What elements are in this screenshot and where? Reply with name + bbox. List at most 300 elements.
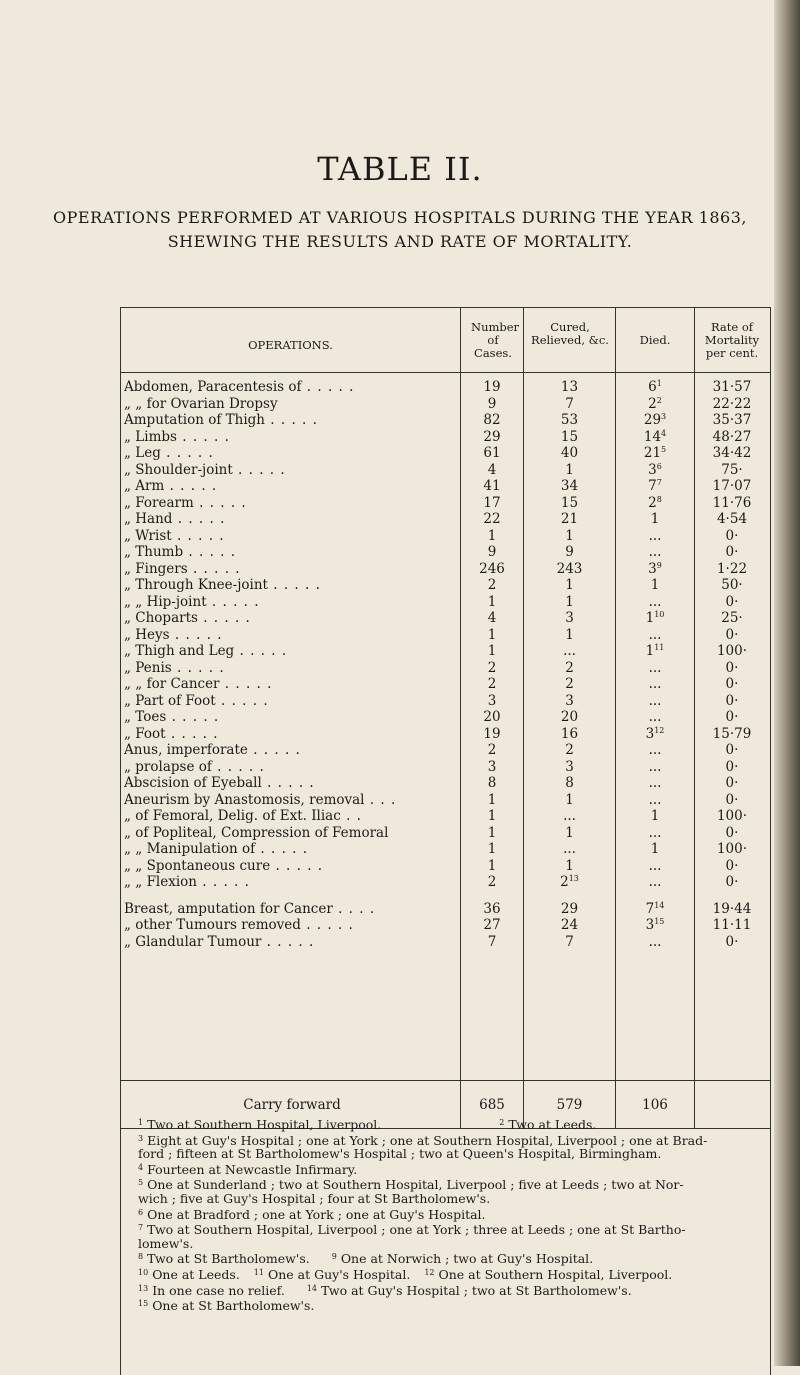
died: ... [648, 709, 662, 725]
cured-relieved: 243 [556, 560, 583, 577]
cured-relieved: 2 [565, 659, 574, 676]
mortality-rate: 4·54 [716, 511, 748, 527]
table-row [121, 775, 770, 791]
dot-leader: . . . . . [211, 758, 265, 775]
footnote-ref: 15 [654, 917, 665, 926]
footnote-number: 15 [138, 1299, 149, 1309]
cured-relieved: 1 [565, 461, 574, 478]
cured-relieved: 15 [560, 428, 579, 445]
dot-leader: . . . . . [193, 494, 247, 511]
footnote-ref: 1 [656, 379, 662, 388]
cured-relieved: 8 [565, 775, 574, 791]
operation-name: Amputation of Thigh . . . . . [124, 412, 318, 428]
footnote-number: 3 [138, 1133, 144, 1143]
number-of-cases: 22 [483, 511, 501, 527]
footnote: $^7$ Two at Southern Hospital, Liverpool ; one at York ; three at Leeds ; one at St Bartho- [138, 1222, 686, 1238]
operation-name: „ Thumb . . . . . [124, 544, 237, 560]
mortality-rate: 0· [725, 709, 739, 725]
mortality-rate: 15·79 [712, 725, 752, 742]
dot-leader: . . . . . [166, 709, 220, 725]
footnote: $^3$ Eight at Guy's Hospital ; one at York ; one at Southern Hospital, Liverpool ; one at Brad- [138, 1132, 708, 1148]
footnote-line [138, 1206, 758, 1222]
footnote-line [138, 1192, 758, 1206]
dot-leader: . . . . . [187, 560, 241, 577]
table-row [121, 934, 770, 950]
mortality-rate: 22·22 [712, 395, 752, 412]
footnote-line [138, 1282, 758, 1298]
operation-name: „ Limbs . . . . . [124, 428, 230, 445]
died: ... [648, 824, 662, 841]
dot-leader: . . . . . [171, 659, 225, 676]
footnote-ref: 3 [661, 412, 667, 421]
mortality-rate: 0· [725, 527, 739, 544]
table-subtitle-line-2: SHEWING THE RESULTS AND RATE OF MORTALITY. [167, 232, 633, 251]
footnote-number: 9 [331, 1252, 337, 1262]
dot-leader: . . . . . [171, 527, 225, 544]
carry-forward-cured: 579 [556, 1097, 583, 1113]
cured-relieved: 2 [565, 676, 574, 692]
carry-forward-cases: 685 [479, 1097, 505, 1113]
footnote-number: 10 [138, 1267, 149, 1277]
operation-name: „ Choparts . . . . . [124, 610, 251, 626]
cured-relieved: 34 [560, 478, 579, 494]
operation-name: Aneurism by Anastomosis, removal . . . [124, 791, 397, 808]
died: ... [648, 626, 662, 643]
mortality-rate: 17·07 [712, 478, 752, 494]
died: ... [648, 742, 662, 758]
died: $3^{12}$ [645, 725, 665, 742]
dot-leader: . . . . . [197, 874, 250, 890]
dot-leader: . . . . . [197, 610, 251, 626]
number-of-cases: 8 [487, 775, 497, 791]
cured-relieved: 7 [565, 395, 574, 412]
table-row [121, 874, 770, 890]
operation-name: „ „ for Ovarian Dropsy [124, 395, 278, 412]
mortality-rate: 0· [725, 791, 739, 808]
mortality-rate: 1·22 [716, 560, 748, 577]
footnote-ref: 12 [654, 725, 665, 735]
cured-relieved: 3 [565, 692, 574, 709]
cured-relieved: 1 [565, 593, 574, 610]
number-of-cases: 2 [487, 874, 497, 890]
operation-name: „ Part of Foot . . . . . [124, 692, 269, 709]
dot-leader: . . . . . [183, 544, 237, 560]
footnote-line [138, 1161, 758, 1177]
mortality-rate: 19·44 [712, 900, 752, 917]
died: $7^{14}$ [645, 900, 665, 917]
operation-name: „ Thigh and Leg . . . . . [124, 643, 288, 659]
dot-leader: . . . . . [261, 933, 315, 950]
footnote: $^6$ One at Bradford ; one at York ; one at Guy's Hospital. [138, 1206, 486, 1222]
dot-leader: . . . . . [300, 917, 354, 933]
cured-relieved: $2^{13}$ [560, 874, 579, 890]
number-of-cases: 2 [487, 577, 497, 593]
table-row [121, 917, 770, 933]
carry-forward-label: Carry forward [243, 1097, 341, 1113]
died: $1^{10}$ [645, 610, 665, 626]
cured-relieved: 3 [565, 758, 574, 775]
mortality-rate: 0· [725, 758, 739, 775]
operation-name: „ Glandular Tumour . . . . . [124, 933, 315, 950]
operation-name: „ Fingers . . . . . [124, 560, 241, 577]
operation-name: „ „ Spontaneous cure . . . . . [124, 857, 324, 874]
mortality-rate: 0· [725, 692, 739, 709]
table-row [121, 825, 770, 841]
operation-name: „ Penis . . . . . [124, 659, 225, 676]
footnote: $^{13}$ In one case no relief. [138, 1282, 285, 1298]
mortality-rate: 100· [716, 643, 748, 659]
operation-name: „ prolapse of . . . . . [124, 758, 265, 775]
dot-leader: . . . . . [234, 643, 288, 659]
died: $3^{15}$ [645, 917, 665, 933]
died: ... [648, 544, 662, 560]
dot-leader: . . . . . [219, 676, 273, 692]
dot-leader: . . . . . [270, 857, 324, 874]
number-of-cases: 29 [483, 428, 501, 445]
number-of-cases: 7 [487, 933, 497, 950]
died: ... [648, 791, 662, 808]
number-of-cases: 2 [487, 742, 497, 758]
mortality-rate: 100· [716, 841, 748, 857]
header-cured-relieved: Cured, Relieved, &c. [531, 320, 609, 347]
operation-name: „ „ Manipulation of . . . . . [124, 841, 309, 857]
footnote: $^8$ Two at St Bartholomew's. [138, 1251, 310, 1267]
footnote-line [138, 1116, 758, 1132]
table-row [121, 396, 770, 412]
number-of-cases: 1 [487, 841, 497, 857]
footnote-number: 14 [306, 1283, 317, 1293]
operation-name: „ „ Hip-joint . . . . . [124, 593, 260, 610]
number-of-cases: 1 [487, 626, 497, 643]
footnote-number: 13 [138, 1283, 149, 1293]
table-subtitle-line-1: OPERATIONS PERFORMED AT VARIOUS HOSPITALS DURING THE YEAR 1863, [53, 208, 747, 227]
footnote-number: 7 [138, 1223, 144, 1233]
died: $21^5$ [643, 445, 667, 461]
footnote-ref: 11 [654, 643, 665, 652]
table-row [121, 445, 770, 461]
number-of-cases: 41 [483, 478, 501, 494]
table-row [121, 709, 770, 725]
mortality-rate: 35·37 [712, 412, 752, 428]
cured-relieved: 9 [565, 544, 574, 560]
footnote-line [138, 1132, 758, 1148]
number-of-cases: 1 [487, 824, 497, 841]
table-row [121, 462, 770, 478]
mortality-rate: 34·42 [712, 445, 752, 461]
table-row [121, 511, 770, 527]
died: ... [648, 933, 662, 950]
header-rate-of-mortality: Rate of Mortality per cent. [704, 320, 760, 360]
cured-relieved: 15 [560, 494, 579, 511]
operation-name: „ of Popliteal, Compression of Femoral [124, 824, 389, 841]
number-of-cases: 1 [487, 593, 497, 610]
died: $3^9$ [648, 560, 662, 577]
table-row [121, 379, 770, 395]
footnote-ref: 8 [656, 494, 662, 504]
cured-relieved: 29 [560, 900, 579, 917]
operation-name: „ of Femoral, Delig. of Ext. Iliac . . [124, 808, 362, 824]
operation-name: Anus, imperforate . . . . . [124, 742, 301, 758]
died: $3^6$ [648, 461, 662, 478]
footnote-line [138, 1176, 758, 1192]
died: ... [648, 593, 662, 610]
number-of-cases: 17 [483, 494, 501, 511]
table-row [121, 528, 770, 544]
number-of-cases: 82 [483, 412, 501, 428]
table-row [121, 495, 770, 511]
mortality-rate: 11·76 [712, 494, 752, 511]
number-of-cases: 2 [487, 659, 497, 676]
operation-name: „ Heys . . . . . [124, 626, 223, 643]
table-row [121, 841, 770, 857]
table-row [121, 429, 770, 445]
cured-relieved: 16 [560, 725, 579, 742]
table-row [121, 858, 770, 874]
cured-relieved: 2 [565, 742, 574, 758]
table-row [121, 901, 770, 917]
dot-leader: . . . . . [255, 841, 309, 857]
number-of-cases: 1 [487, 791, 497, 808]
table-row [121, 660, 770, 676]
number-of-cases: 2 [487, 676, 497, 692]
operation-name: „ Foot . . . . . [124, 725, 219, 742]
table-row [121, 544, 770, 560]
table-row [121, 478, 770, 494]
dot-leader: . . . . . [232, 461, 286, 478]
operation-name: „ „ Flexion . . . . . [124, 874, 250, 890]
operation-name: „ Through Knee-joint . . . . . [124, 577, 321, 593]
footnote-line [138, 1237, 758, 1251]
table-row [121, 577, 770, 593]
table-top-rule [121, 307, 770, 308]
table-title: TABLE II. [317, 150, 483, 188]
footnote: wich ; five at Guy's Hospital ; four at St Bartholomew's. [138, 1190, 491, 1206]
footnote: lomew's. [138, 1235, 194, 1251]
died: ... [648, 775, 662, 791]
mortality-rate: 0· [725, 775, 739, 791]
table-row [121, 742, 770, 758]
dot-leader: . . . . . [261, 775, 315, 791]
footnote-number: 8 [138, 1252, 144, 1262]
died: ... [648, 758, 662, 775]
dot-leader: . . . . . [247, 742, 301, 758]
died: $2^2$ [648, 395, 662, 412]
header-number-of-cases: Number of Cases. [471, 320, 520, 360]
table-row [121, 610, 770, 626]
number-of-cases: 19 [483, 379, 501, 395]
mortality-rate: 0· [725, 544, 739, 560]
header-rule [121, 372, 770, 373]
mortality-rate: 100· [716, 808, 748, 824]
footnote: $^{15}$ One at St Bartholomew's. [138, 1298, 315, 1314]
footnote-line [138, 1250, 758, 1266]
mortality-rate: 50· [721, 577, 743, 593]
operation-name: Breast, amputation for Cancer . . . . [124, 900, 376, 917]
dot-leader: . . . . [332, 900, 376, 917]
died: $14^4$ [643, 428, 667, 445]
number-of-cases: 1 [487, 527, 497, 544]
footnote-ref: 9 [656, 560, 662, 570]
number-of-cases: 3 [487, 758, 497, 775]
footnote-line [138, 1147, 758, 1161]
table-row [121, 676, 770, 692]
mortality-rate: 25· [721, 610, 743, 626]
dot-leader: . . . . . [164, 478, 218, 494]
mortality-rate: 0· [725, 874, 739, 890]
dot-leader: . . [340, 808, 362, 824]
cured-relieved: ... [563, 808, 576, 824]
died: ... [648, 676, 662, 692]
operation-name: „ „ for Cancer . . . . . [124, 676, 273, 692]
cured-relieved: 1 [565, 527, 574, 544]
footnote: $^4$ Fourteen at Newcastle Infirmary. [138, 1161, 358, 1177]
footnote: $^1$ Two at Southern Hospital, Liverpool. [138, 1117, 382, 1132]
table-row [121, 627, 770, 643]
table-row [121, 412, 770, 428]
operation-name: Abdomen, Paracentesis of . . . . . [124, 379, 355, 395]
number-of-cases: 1 [487, 857, 497, 874]
operation-name: „ Hand . . . . . [124, 511, 226, 527]
died: 1 [650, 511, 660, 527]
died: $7^7$ [648, 478, 662, 494]
table-row [121, 693, 770, 709]
cured-relieved: 24 [560, 917, 579, 933]
footnote: $^{12}$ One at Southern Hospital, Liverpool. [424, 1266, 673, 1282]
number-of-cases: 9 [487, 395, 497, 412]
footnote-number: 4 [138, 1162, 144, 1172]
cured-relieved: 7 [565, 933, 574, 950]
dot-leader: . . . . . [206, 593, 260, 610]
number-of-cases: 61 [483, 445, 501, 461]
footnote-number: 12 [424, 1267, 435, 1277]
table-row [121, 561, 770, 577]
table-row [121, 643, 770, 659]
died: $2^8$ [648, 494, 662, 511]
footnote-line [138, 1221, 758, 1237]
died: $1^{11}$ [645, 643, 665, 659]
died: ... [648, 692, 662, 709]
died: ... [648, 857, 662, 874]
mortality-rate: 0· [725, 676, 739, 692]
footnote-ref: 13 [568, 874, 579, 883]
cured-relieved: 1 [565, 857, 574, 874]
table-row [121, 759, 770, 775]
number-of-cases: 3 [487, 692, 497, 709]
footnote-line [138, 1297, 758, 1313]
died: 1 [650, 808, 660, 824]
footnote-ref: 14 [654, 900, 665, 910]
footnote: $^{14}$ Two at Guy's Hospital ; two at St Bartholomew's. [306, 1282, 632, 1298]
number-of-cases: 4 [487, 610, 497, 626]
died: $29^3$ [643, 412, 667, 428]
footnote-ref: 6 [656, 461, 662, 471]
carry-forward-top-rule [121, 1080, 770, 1081]
table-row [121, 808, 770, 824]
footnote-ref: 10 [654, 610, 665, 619]
died: 1 [650, 577, 660, 593]
mortality-rate: 0· [725, 742, 739, 758]
dot-leader: . . . . . [165, 725, 219, 742]
cured-relieved: 1 [565, 824, 574, 841]
mortality-rate: 0· [725, 824, 739, 841]
cured-relieved: 1 [565, 791, 574, 808]
died: ... [648, 874, 662, 890]
number-of-cases: 9 [487, 544, 497, 560]
mortality-rate: 0· [725, 659, 739, 676]
table-row [121, 792, 770, 808]
dot-leader: . . . . . [169, 626, 223, 643]
cured-relieved: 20 [560, 709, 579, 725]
cured-relieved: ... [563, 643, 576, 659]
cured-relieved: 40 [560, 445, 579, 461]
cured-relieved: 1 [565, 626, 574, 643]
operation-name: „ Shoulder-joint . . . . . [124, 461, 286, 478]
dot-leader: . . . . . [267, 577, 321, 593]
operation-name: „ Toes . . . . . [124, 709, 220, 725]
footnote-ref: 7 [656, 478, 662, 487]
dot-leader: . . . [364, 791, 397, 808]
footnote-ref: 4 [661, 428, 667, 438]
cured-relieved: ... [563, 841, 576, 857]
mortality-rate: 48·27 [712, 428, 752, 445]
footnote: $^9$ One at Norwich ; two at Guy's Hospital. [331, 1251, 594, 1267]
died: $6^1$ [648, 379, 662, 395]
number-of-cases: 19 [483, 725, 501, 742]
operation-name: Abscision of Eyeball . . . . . [124, 775, 315, 791]
footnote-ref: 2 [656, 395, 662, 405]
footnotes [138, 1116, 758, 1313]
table-row [121, 594, 770, 610]
dot-leader: . . . . . [160, 445, 214, 461]
number-of-cases: 4 [487, 461, 497, 478]
operation-name: „ Forearm . . . . . [124, 494, 247, 511]
number-of-cases: 1 [487, 643, 497, 659]
died: ... [648, 659, 662, 676]
operation-name: „ Leg . . . . . [124, 445, 214, 461]
footnote-line [138, 1266, 758, 1282]
mortality-rate: 0· [725, 857, 739, 874]
cured-relieved: 1 [565, 577, 574, 593]
cured-relieved: 13 [560, 379, 579, 395]
dot-leader: . . . . . [176, 428, 230, 445]
number-of-cases: 36 [483, 900, 501, 917]
number-of-cases: 246 [479, 560, 505, 577]
carry-forward-died: 106 [642, 1097, 668, 1113]
dot-leader: . . . . . [172, 511, 226, 527]
header-operations: OPERATIONS. [248, 338, 333, 352]
mortality-rate: 0· [725, 593, 739, 610]
dot-leader: . . . . . [265, 412, 318, 428]
mortality-rate: 0· [725, 933, 739, 950]
footnote-number: 1 [138, 1118, 144, 1127]
mortality-rate: 75· [721, 461, 743, 478]
table-row [121, 726, 770, 742]
dot-leader: . . . . . [215, 692, 269, 709]
mortality-rate: 31·57 [712, 379, 752, 395]
footnote-number: 2 [499, 1118, 505, 1127]
footnote-number: 11 [253, 1267, 264, 1277]
operation-name: „ other Tumours removed . . . . . [124, 917, 354, 933]
number-of-cases: 20 [483, 709, 501, 725]
number-of-cases: 1 [487, 808, 497, 824]
cured-relieved: 3 [565, 610, 574, 626]
footnote-ref: 5 [661, 445, 667, 454]
operation-name: „ Arm . . . . . [124, 478, 218, 494]
number-of-cases: 27 [483, 917, 501, 933]
died: 1 [650, 841, 660, 857]
page-edge [774, 0, 800, 1366]
carry-forward-row [121, 1097, 770, 1113]
